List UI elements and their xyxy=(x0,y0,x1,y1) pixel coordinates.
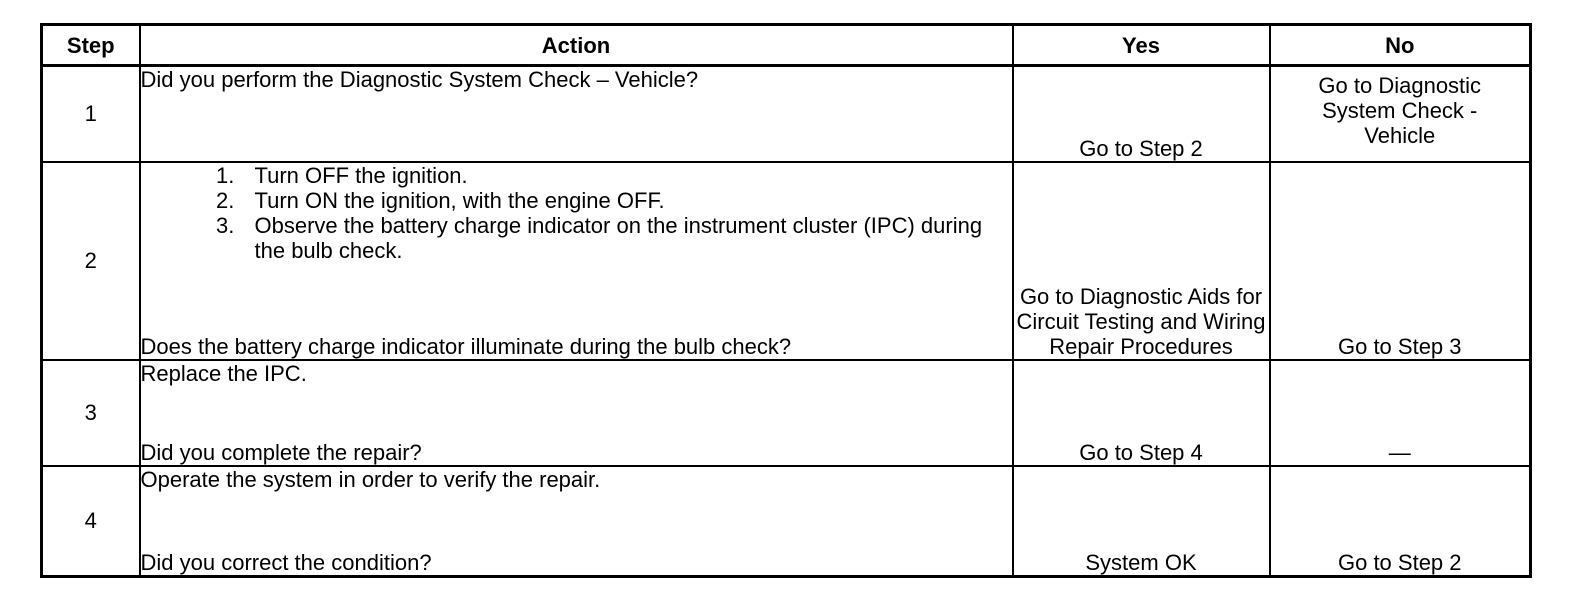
no-text: Go to Diagnostic System Check - Vehicle xyxy=(1318,73,1482,148)
step-number: 1 xyxy=(42,66,140,162)
question-text: Did you complete the repair? xyxy=(140,439,422,465)
step-number: 4 xyxy=(42,466,140,577)
table-row xyxy=(42,360,1531,466)
table-row xyxy=(42,466,1531,577)
action-cell xyxy=(140,466,1013,577)
yes-cell: Go to Step 2 xyxy=(1013,66,1270,162)
yes-cell: Go to Diagnostic Aids for Circuit Testing and Wiring Repair Procedures xyxy=(1013,162,1270,360)
instruction-text: Replace the IPC. xyxy=(140,360,307,386)
substep-item: 3. Observe the battery charge indicator on the instrument cluster (IPC) during the bulb check. xyxy=(241,213,1012,263)
question-text: Did you correct the condition? xyxy=(140,550,432,575)
substep-item: 2. Turn ON the ignition, with the engine OFF. xyxy=(241,188,1012,213)
action-cell xyxy=(140,66,1013,162)
no-cell: Go to Step 2 xyxy=(1270,466,1531,577)
substep-list xyxy=(141,163,1012,263)
no-cell: Go to Step 3 xyxy=(1270,162,1531,360)
diagnostic-table xyxy=(40,23,1532,578)
header-yes: Yes xyxy=(1013,25,1270,66)
step-number: 3 xyxy=(42,360,140,466)
header-no: No xyxy=(1270,25,1531,66)
step-number: 2 xyxy=(42,162,140,360)
no-cell xyxy=(1270,66,1531,162)
header-step: Step xyxy=(42,25,140,66)
yes-cell: Go to Step 4 xyxy=(1013,360,1270,466)
substep-item: 1. Turn OFF the ignition. xyxy=(241,163,1012,188)
question-text: Does the battery charge indicator illuminate during the bulb check? xyxy=(140,333,792,359)
instruction-text: Operate the system in order to verify the repair. xyxy=(140,466,601,492)
yes-cell: System OK xyxy=(1013,466,1270,577)
action-text: Did you perform the Diagnostic System Check – Vehicle? xyxy=(140,67,699,92)
table-row xyxy=(42,162,1531,360)
action-cell xyxy=(140,360,1013,466)
action-cell xyxy=(140,162,1013,360)
table-row xyxy=(42,66,1531,162)
no-cell: — xyxy=(1270,360,1531,466)
header-action: Action xyxy=(140,25,1013,66)
header-row xyxy=(42,25,1531,66)
